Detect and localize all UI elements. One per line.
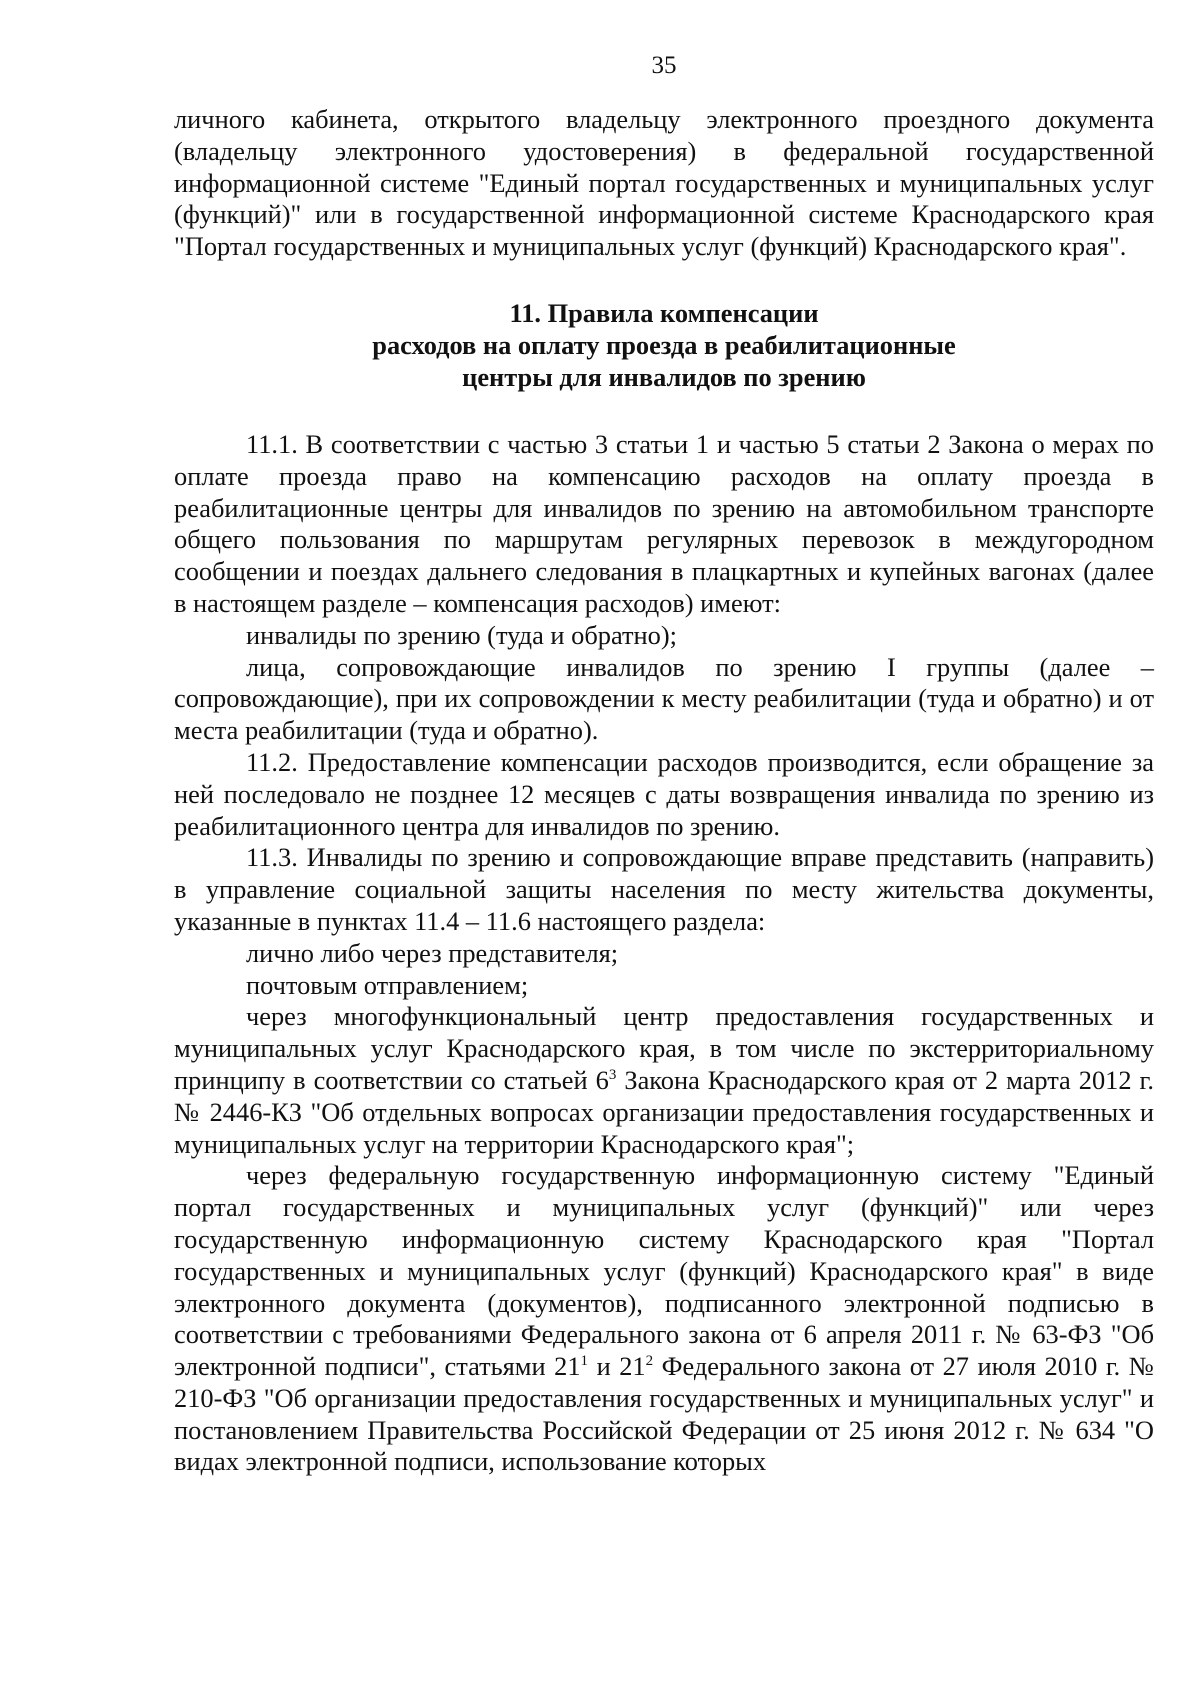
section-heading <box>174 297 1154 393</box>
paragraph-portal <box>174 1160 1154 1478</box>
intro-paragraph: личного кабинета, открытого владельцу электронного проездного документа (владельцу электронного удостоверения) в федеральной государственной информационной системе "Единый портал государственных и муниципальных услуг (функций)" или в государственной информационной системе Краснодарского края "Портал государственных и муниципальных услуг (функций) Краснодарского края". <box>174 104 1154 262</box>
paragraph-mfc-text-1: через многофункциональный центр предоставления государственных и муниципальных услуг Краснодарского края, в том числе по экстерриториальному принципу в соответствии со статьей 6 <box>174 1001 1154 1095</box>
paragraph-mfc <box>174 1001 1154 1160</box>
paragraph-11-3: 11.3. Инвалиды по зрению и сопровождающие вправе представить (направить) в управление социальной защиты населения по месту жительства документы, указанные в пунктах 11.4 – 11.6 настоящего раздела: <box>174 842 1154 936</box>
paragraph-post: почтовым отправлением; <box>246 969 529 1000</box>
section-heading-line-1: 11. Правила компенсации <box>509 297 819 328</box>
document-body <box>174 104 1154 1478</box>
paragraph-personally: лично либо через представителя; <box>246 937 619 968</box>
paragraph-portal-superscript-2: 2 <box>645 1353 654 1370</box>
paragraph-11-1: 11.1. В соответствии с частью 3 статьи 1 и частью 5 статьи 2 Закона о мерах по оплате проезда право на компенсацию расходов на оплату проезда в реабилитационные центры для инвалидов по зрению на автомобильном транспорте общего пользования по маршрутам регулярных перевозок в междугородном сообщении и поездах дальнего следования в плацкартных и купейных вагонах (далее в настоящем разделе – компенсация расходов) имеют: <box>174 428 1154 618</box>
paragraph-11-2: 11.2. Предоставление компенсации расходов производится, если обращение за ней последовало не позднее 12 месяцев с даты возвращения инвалида по зрению из реабилитационного центра для инвалидов по зрению. <box>174 746 1154 841</box>
document-page <box>174 0 1154 1697</box>
paragraph-portal-superscript-1: 1 <box>580 1353 589 1370</box>
paragraph-mfc-text-2: Закона Краснодарского края от 2 марта 2012 г. № 2446-КЗ "Об отдельных вопросах организации предоставления государственных и муниципальных услуг на территории Краснодарского края"; <box>174 1064 1155 1159</box>
paragraph-portal-text-mid: и 21 <box>588 1351 646 1382</box>
paragraph-portal-text-2: Федерального закона от 27 июля 2010 г. № 210-ФЗ "Об организации предоставления государственных и муниципальных услуг" и постановлением Правительства Российской Федерации от 25 июня 2012 г. № 634 "О видах электронной подписи, использование которых <box>174 1351 1154 1477</box>
section-heading-line-2: расходов на оплату проезда в реабилитационные <box>372 329 956 360</box>
paragraph-accompanying-persons: лица, сопровождающие инвалидов по зрению I группы (далее – сопровождающие), при их сопровождении к месту реабилитации (туда и обратно) и от места реабилитации (туда и обратно). <box>174 651 1154 746</box>
paragraph-mfc-superscript: 3 <box>608 1067 617 1084</box>
page-number: 35 <box>651 52 677 79</box>
paragraph-portal-text-1: через федеральную государственную информационную систему "Единый портал государственных и муниципальных услуг (функций)" или через государственную информационную систему Краснодарского края "Портал государственных и муниципальных услуг (функций) Краснодарского края" в виде электронного документа (документов), подписанного электронной подписью в соответствии с требованиями Федерального закона от 6 апреля 2011 г. № 63-ФЗ "Об электронной подписи", статьями 21 <box>174 1160 1154 1382</box>
section-heading-line-3: центры для инвалидов по зрению <box>462 361 866 392</box>
paragraph-blind-persons: инвалиды по зрению (туда и обратно); <box>246 619 677 650</box>
